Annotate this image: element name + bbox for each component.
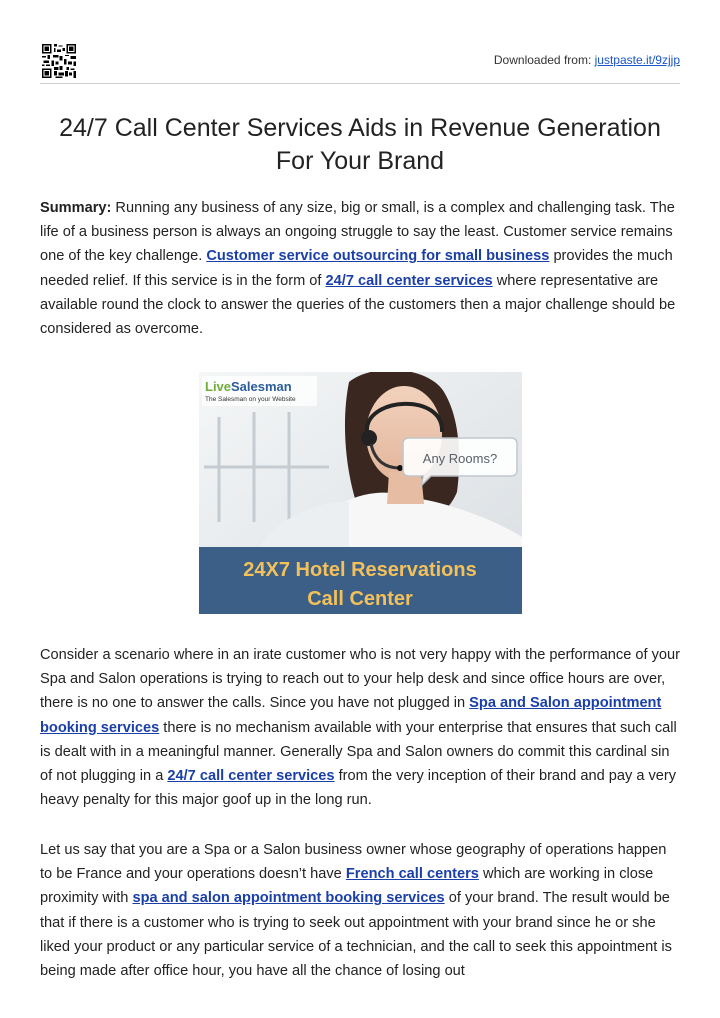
- qr-code-icon: [42, 44, 76, 78]
- logo-salesman: Salesman: [231, 379, 292, 394]
- link-french-call-centers[interactable]: French call centers: [345, 866, 479, 883]
- link-24-7-call-center-services-2[interactable]: 24/7 call center services: [167, 768, 335, 785]
- scenario-paragraph: Consider a scenario where in an irate customer who is not very happy with the performance of your Spa and Salon operations is trying to reach out to your help desk and since office hours are over, there is no one to answer the calls. Since you have not plugged in Spa and Salon appointment booking services there is no mechanism available with your enterprise that ensures that such call is dealt with in a meaningful manner. Generally Spa and Salon owners do commit this cardinal sin of not plugging in a 24/7 call center services from the very inception of their brand and pay a very heavy penalty for this major goof up in the long run.: [40, 647, 681, 809]
- header-divider: [40, 83, 680, 84]
- download-label: Downloaded from:: [493, 53, 595, 67]
- svg-text:LiveSalesman: [205, 379, 292, 394]
- link-24-7-call-center-services[interactable]: 24/7 call center services: [325, 272, 493, 289]
- summary-paragraph: Summary: Running any business of any size, big or small, is a complex and challenging task. The life of a business person is always an ongoing struggle to say the least. Customer service remains one of the key challenge. Customer service outsourcing for small business provides the much needed relief. If this service is in the form of 24/7 call center services where representative are available round the clock to answer the queries of the customers then a major challenge should be considered as overcome.: [40, 200, 676, 338]
- logo-live: Live: [205, 379, 232, 394]
- bubble-text: Any Rooms?: [422, 451, 498, 466]
- link-spa-salon-booking-2[interactable]: spa and salon appointment booking services: [132, 890, 445, 907]
- logo-tagline: The Salesman on your Website: [205, 396, 296, 403]
- article-title: 24/7 Call Center Services Aids in Revenue Generation For Your Brand: [59, 114, 661, 175]
- download-link[interactable]: justpaste.it/9zjjp: [594, 53, 680, 67]
- summary-label: Summary:: [40, 200, 112, 216]
- hotel-reservations-image: [199, 372, 522, 614]
- france-paragraph: Let us say that you are a Spa or a Salon business owner whose geography of operations happen to be France and your operations doesn’t have French call centers which are working in close proximity with spa and salon appointment booking services of your brand. The result would be that if there is a customer who is trying to seek out appointment with your brand since he or she liked your product or any particular service of a technician, and the call to seek this appointment is being made after office hour, you have all the chance of losing out: [40, 842, 672, 980]
- link-spa-salon-booking[interactable]: Spa and Salon appointment booking services: [40, 695, 662, 736]
- banner-line-2: Call Center: [307, 588, 413, 610]
- link-customer-service-outsourcing[interactable]: Customer service outsourcing for small business: [206, 248, 550, 265]
- download-source: [494, 53, 680, 67]
- banner-line-1: 24X7 Hotel Reservations: [243, 559, 477, 581]
